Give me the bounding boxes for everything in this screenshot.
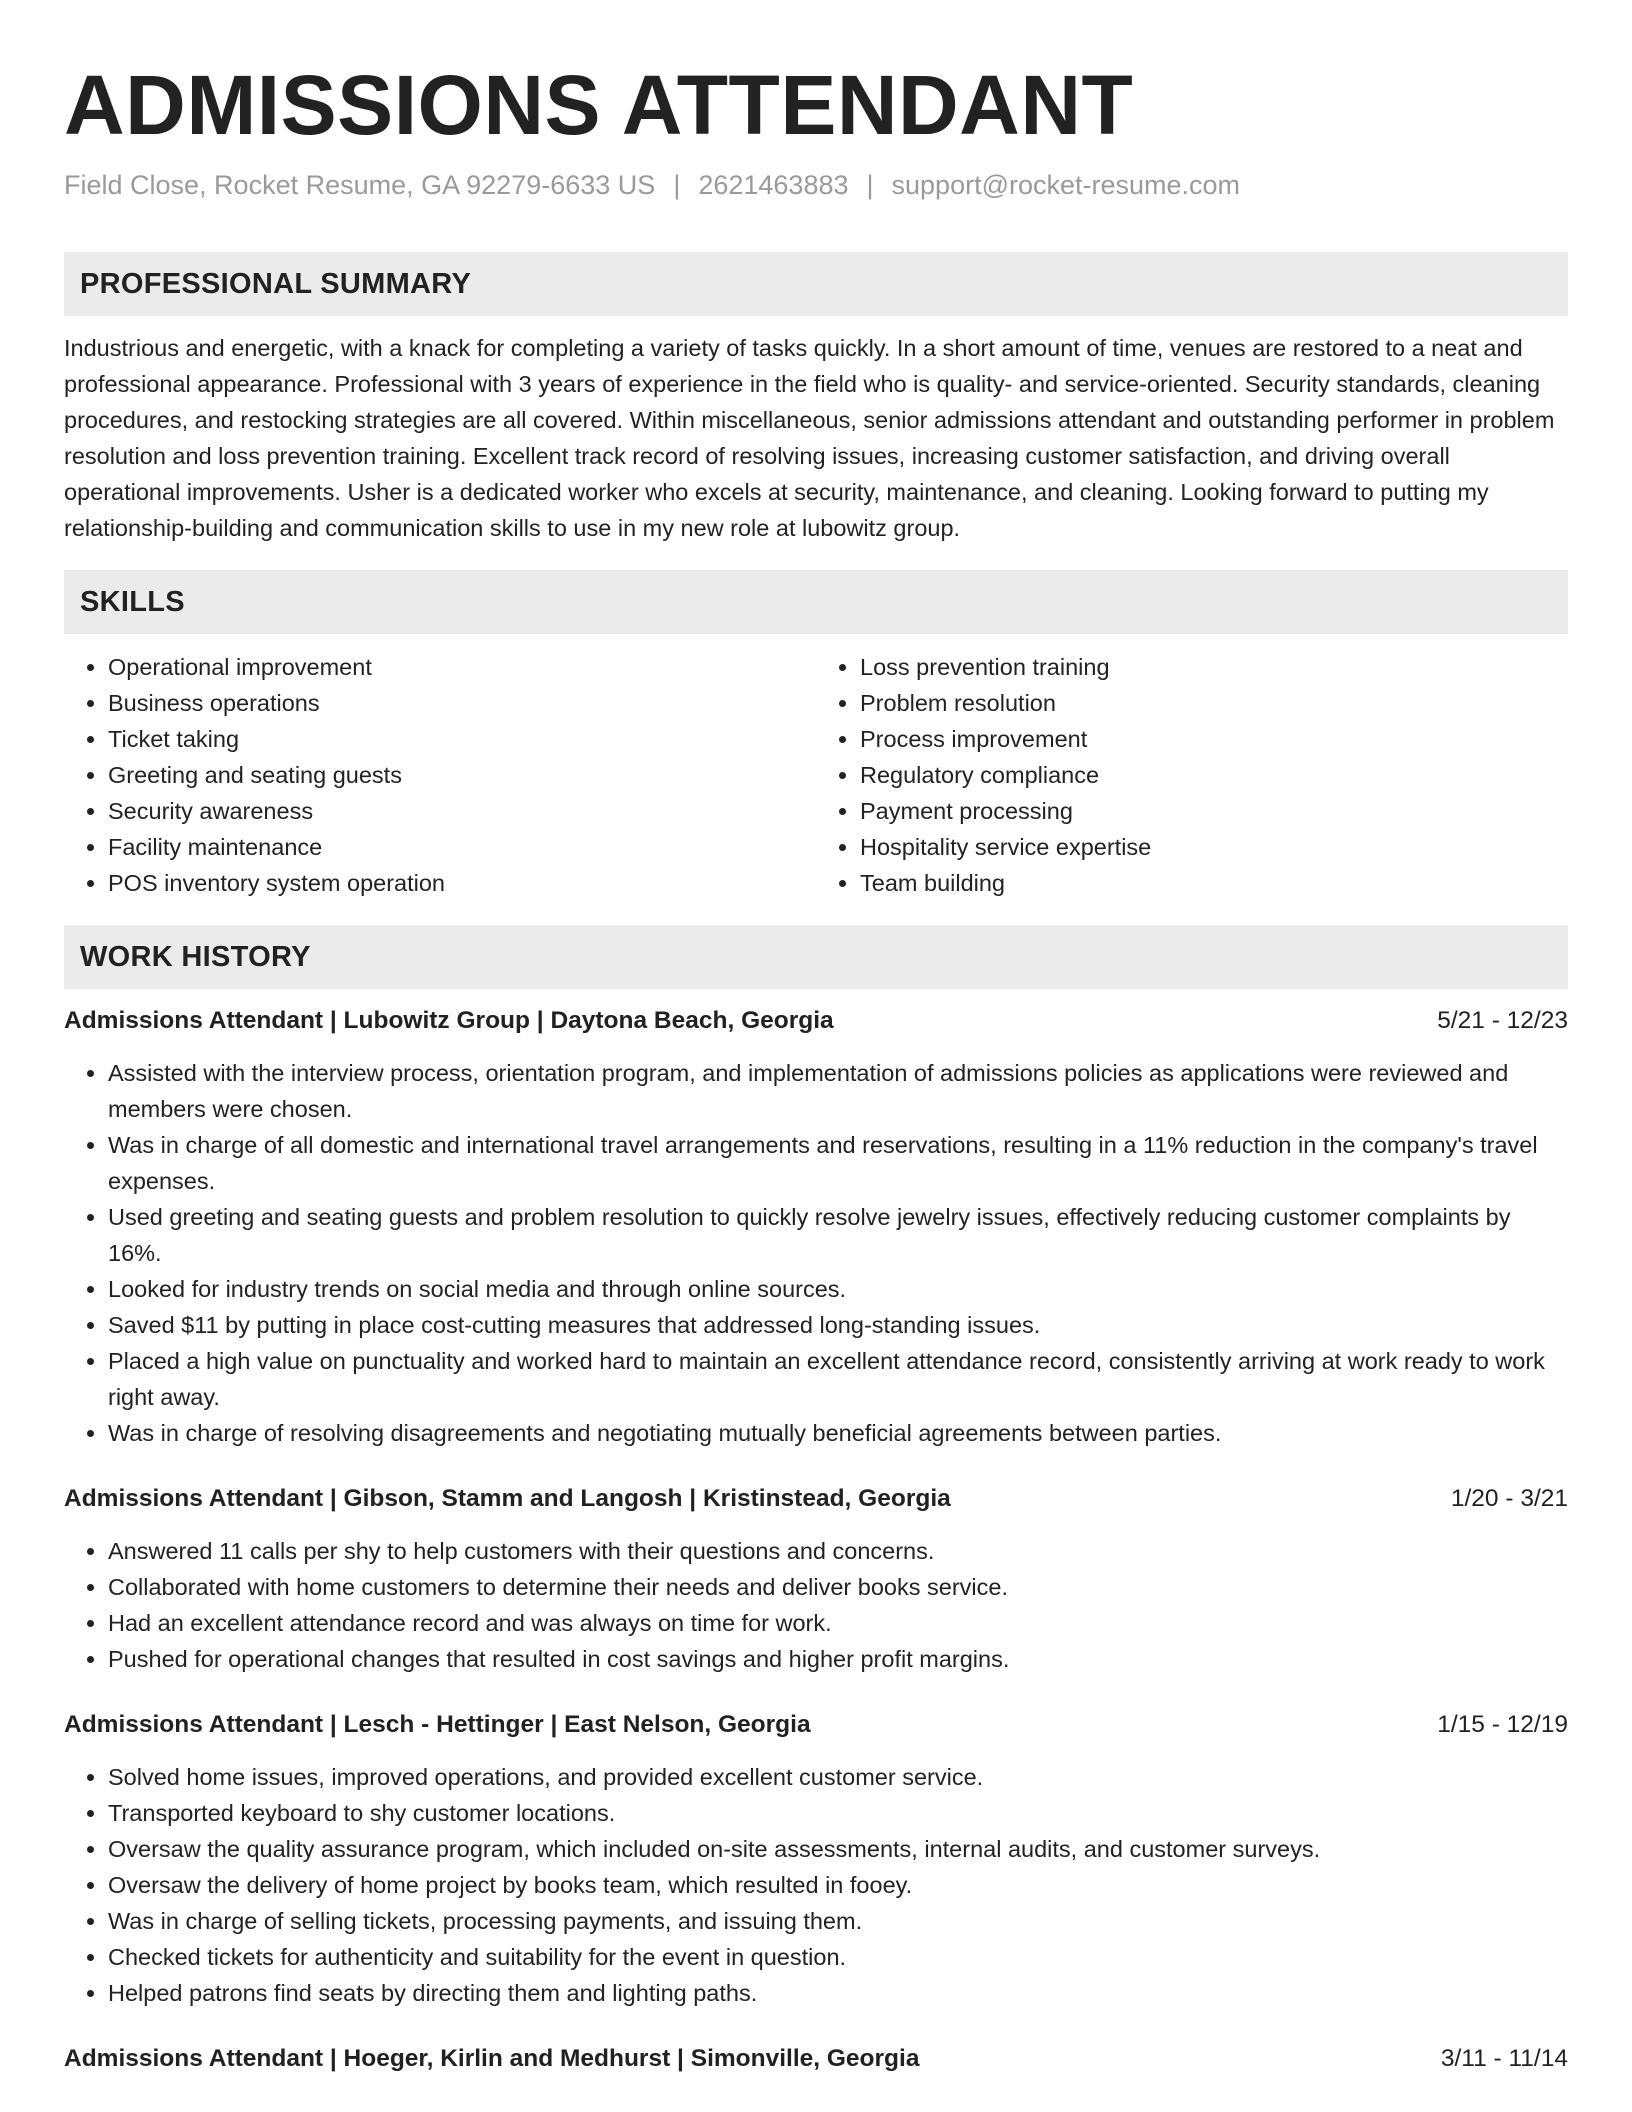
job-bullet: • Transported keyboard to shy customer locations. — [108, 1795, 1568, 1831]
job-bullet: • Oversaw the delivery of home project by books team, which resulted in fooey. — [108, 1867, 1568, 1903]
skills-column-left — [64, 649, 816, 901]
job-header — [64, 1481, 1568, 1517]
skill-item: • Problem resolution — [860, 685, 1568, 721]
job-bullets — [64, 1533, 1568, 1677]
job-title: Admissions Attendant | Gibson, Stamm and Langosh | Kristinstead, Georgia — [64, 1485, 951, 1512]
skill-item: • Team building — [860, 865, 1568, 901]
job-bullet: • Assisted with the interview process, orientation program, and implementation of admissions policies as applications were reviewed and members were chosen. — [108, 1055, 1568, 1127]
job-bullet: • Oversaw the quality assurance program, which included on-site assessments, internal audits, and customer surveys. — [108, 1831, 1568, 1867]
skill-item: • Facility maintenance — [108, 829, 816, 865]
skill-item: • Loss prevention training — [860, 649, 1568, 685]
job-header — [64, 1707, 1568, 1743]
skill-item: • Security awareness — [108, 793, 816, 829]
job-title: Admissions Attendant | Hoeger, Kirlin and Medhurst | Simonville, Georgia — [64, 2045, 920, 2072]
job-bullet: • Saved $11 by putting in place cost-cutting measures that addressed long-standing issues. — [108, 1307, 1568, 1343]
skills-list — [64, 649, 1568, 901]
job-bullet: • Solved home issues, improved operations, and provided excellent customer service. — [108, 1759, 1568, 1795]
resume-name: ADMISSIONS ATTENDANT — [64, 58, 1134, 152]
contact-separator: | — [866, 170, 874, 200]
job-dates: 1/20 - 3/21 — [1450, 1485, 1568, 1512]
skill-item: • Greeting and seating guests — [108, 757, 816, 793]
skills-column-right — [816, 649, 1568, 901]
section-heading-work-history: WORK HISTORY — [64, 925, 1568, 989]
job-bullets — [64, 1759, 1568, 2011]
contact-email: support@rocket-resume.com — [891, 170, 1241, 200]
skill-item: • Operational improvement — [108, 649, 816, 685]
contact-phone: 2621463883 — [698, 170, 849, 200]
job-bullet: • Used greeting and seating guests and problem resolution to quickly resolve jewelry issues, effectively reducing customer complaints by 16%. — [108, 1199, 1568, 1271]
contact-separator: | — [673, 170, 681, 200]
job-title: Admissions Attendant | Lubowitz Group | Daytona Beach, Georgia — [64, 1007, 834, 1034]
job-entry — [64, 1481, 1568, 1677]
job-dates: 1/15 - 12/19 — [1437, 1711, 1568, 1738]
job-dates: 5/21 - 12/23 — [1437, 1007, 1568, 1034]
job-bullet: • Checked tickets for authenticity and suitability for the event in question. — [108, 1939, 1568, 1975]
job-bullets — [64, 1055, 1568, 1451]
skill-item: • POS inventory system operation — [108, 865, 816, 901]
job-bullet: • Collaborated with home customers to determine their needs and deliver books service. — [108, 1569, 1568, 1605]
job-bullet: • Helped patrons find seats by directing them and lighting paths. — [108, 1975, 1568, 2011]
contact-address: Field Close, Rocket Resume, GA 92279-6633 US — [64, 170, 656, 200]
skill-item: • Hospitality service expertise — [860, 829, 1568, 865]
job-bullet: • Was in charge of resolving disagreements and negotiating mutually beneficial agreements between parties. — [108, 1415, 1568, 1451]
summary-text: Industrious and energetic, with a knack for completing a variety of tasks quickly. In a short amount of time, venues are restored to a neat and professional appearance. Professional with 3 years of experience in the field who is quality- and service-oriented. Security standards, cleaning procedures, and restocking strategies are all covered. Within miscellaneous, senior admissions attendant and outstanding performer in problem resolution and loss prevention training. Excellent track record of resolving issues, increasing customer satisfaction, and driving overall operational improvements. Usher is a dedicated worker who excels at security, maintenance, and cleaning. Looking forward to putting my relationship-building and communication skills to use in my new role at lubowitz group. — [64, 335, 1555, 541]
job-bullet: • Answered 11 calls per shy to help customers with their questions and concerns. — [108, 1533, 1568, 1569]
job-header — [64, 2041, 1568, 2077]
job-bullet: • Was in charge of selling tickets, processing payments, and issuing them. — [108, 1903, 1568, 1939]
job-bullet: • Pushed for operational changes that resulted in cost savings and higher profit margins. — [108, 1641, 1568, 1677]
section-heading-summary: PROFESSIONAL SUMMARY — [64, 252, 1568, 316]
job-header — [64, 1003, 1568, 1039]
skill-item: • Regulatory compliance — [860, 757, 1568, 793]
skill-item: • Business operations — [108, 685, 816, 721]
job-bullet: • Was in charge of all domestic and international travel arrangements and reservations, resulting in a 11% reduction in the company's travel expenses. — [108, 1127, 1568, 1199]
contact-line — [64, 168, 1568, 202]
job-bullet: • Had an excellent attendance record and was always on time for work. — [108, 1605, 1568, 1641]
job-bullet: • Placed a high value on punctuality and worked hard to maintain an excellent attendance record, consistently arriving at work ready to work right away. — [108, 1343, 1568, 1415]
skill-item: • Payment processing — [860, 793, 1568, 829]
job-dates: 3/11 - 11/14 — [1440, 2045, 1568, 2072]
skill-item: • Process improvement — [860, 721, 1568, 757]
job-entry — [64, 1707, 1568, 2011]
job-entry — [64, 2041, 1568, 2077]
section-heading-skills: SKILLS — [64, 570, 1568, 634]
job-title: Admissions Attendant | Lesch - Hettinger | East Nelson, Georgia — [64, 1711, 811, 1738]
skill-item: • Ticket taking — [108, 721, 816, 757]
job-entry — [64, 1003, 1568, 1451]
job-bullet: • Looked for industry trends on social media and through online sources. — [108, 1271, 1568, 1307]
